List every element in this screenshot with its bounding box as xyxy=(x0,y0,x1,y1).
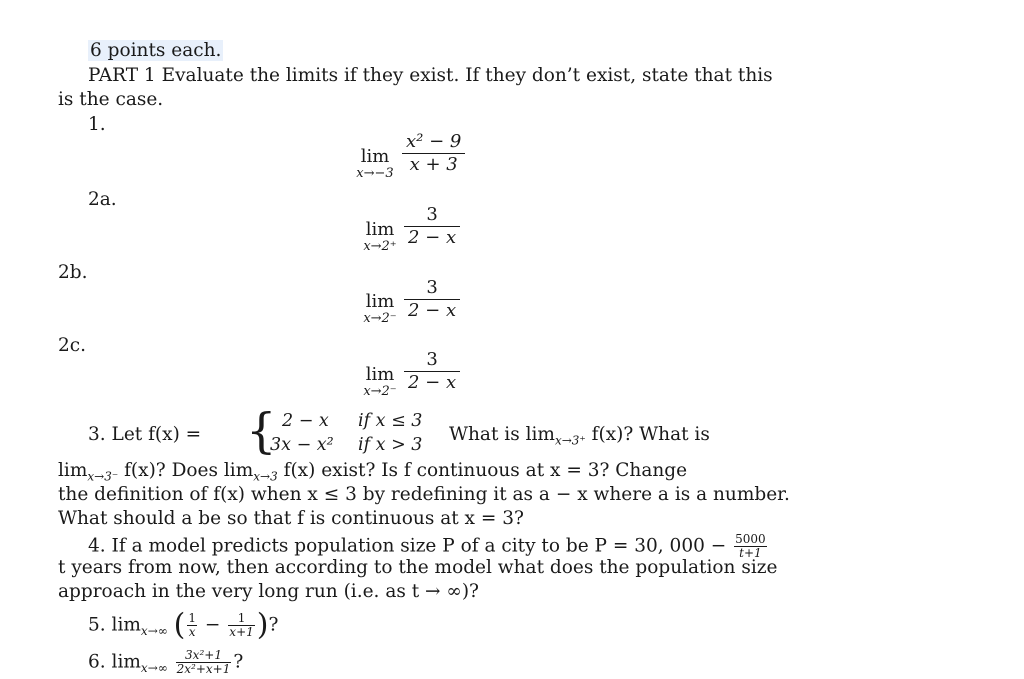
part1-instructions-cont: is the case. xyxy=(58,89,164,110)
case-2-condition: if x > 3 xyxy=(358,435,423,455)
case-2-expression: 3x − x² xyxy=(270,435,334,455)
problem-1-number: 1. xyxy=(88,114,106,135)
problem-2a-fraction: $\frac{3}{2 - x}$ xyxy=(404,204,460,249)
problem-6: 6. $\lim_{x\to\infty}$ $\frac{\text{3x²+1}}{\text{2x²+x+1}}$ ? xyxy=(88,648,244,676)
problem-2b-limit: lim x→2⁻ xyxy=(363,291,397,326)
points-note: 6 points each. xyxy=(90,40,222,61)
problem-4-line-3: approach in the very long run (i.e. as t → ∞)? xyxy=(58,581,479,602)
problem-2b-number: 2b. xyxy=(58,262,88,283)
problem-2a-number: 2a. xyxy=(88,189,117,210)
problem-5: 5. $\lim_{x\to\infty}$ ( $\frac{1}{x}$ − $\frac{1}{x+1}$ )? xyxy=(88,607,279,643)
problem-3-line-4: What should a be so that f is continuous at x = 3? xyxy=(58,508,524,529)
problem-3-line-3: the definition of f(x) when x ≤ 3 by redefining it as a − x where a is a number. xyxy=(58,484,790,505)
problem-2c-fraction: $\frac{3}{2 - x}$ xyxy=(404,349,460,394)
problem-4-line-1: 4. If a model predicts population size P of a city to be P = 30, 000 − $\frac{5000}{t+1}$ xyxy=(88,532,766,560)
case-1-condition: if x ≤ 3 xyxy=(358,411,423,431)
piecewise-brace: { xyxy=(246,403,277,459)
problem-2c-limit: lim x→2⁻ xyxy=(363,364,397,399)
problem-2c-number: 2c. xyxy=(58,335,87,356)
problem-2b-fraction: $\frac{3}{2 - x}$ xyxy=(404,277,460,322)
population-fraction: $\frac{5000}{t+1}$ xyxy=(735,532,766,560)
problem-1-limit: lim x→−3 xyxy=(356,146,394,181)
case-1-expression: 2 − x xyxy=(282,411,329,431)
problem-1-fraction: $\frac{\text{x² − 9}}{x + 3}$ xyxy=(402,131,465,176)
problem-3-line-2: $\lim_{x\to 3^-} f(x)$? Does $\lim_{x\to 3} f(x)$ exist? Is f continuous at x = 3? Change xyxy=(58,460,688,484)
problem-3-lead: 3. Let f(x) = xyxy=(88,424,202,445)
problem-3-question-1: What is $\lim_{x\to 3^+} f(x)$? What is xyxy=(449,424,710,448)
problem-2a-limit: lim x→2⁺ xyxy=(363,219,397,254)
problem-4-line-2: t years from now, then according to the model what does the population size xyxy=(58,557,778,578)
part1-instructions: PART 1 Evaluate the limits if they exist. If they don’t exist, state that this xyxy=(88,65,773,86)
